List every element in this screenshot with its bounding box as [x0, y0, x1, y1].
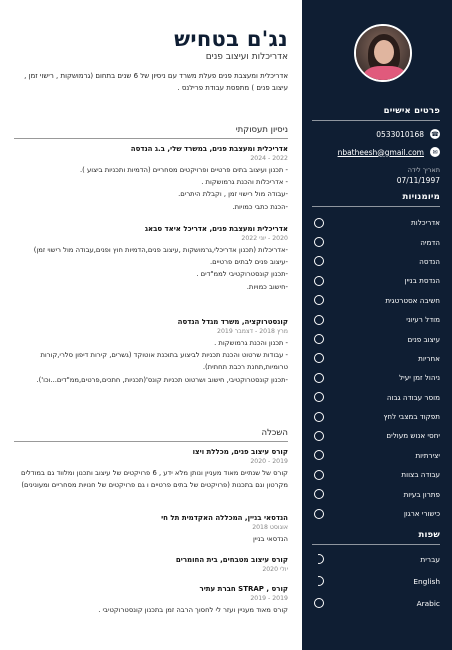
- profile-summary: אדריכלית ומעצבת פנים פעלת משרד עם ניסיון של 6 שנים בתחום (גרמושקות , רישוי זמן , עיצוב פנים ) מתפסת עבודת פרילנס .: [24, 72, 288, 92]
- entry-line: הנדסאי בניין: [252, 535, 288, 543]
- skill-item: [312, 484, 440, 503]
- entry-line: -עבודה מול רישוי זמן , וקבלת היתרים.: [178, 190, 288, 199]
- skill-circle-icon: [314, 218, 324, 228]
- skill-label: חשיבה אסטרטגית: [385, 295, 440, 305]
- skill-item: [312, 368, 440, 387]
- skill-item: [312, 213, 440, 232]
- person-name: נג'ם בטחיש: [174, 27, 288, 51]
- entry-dates: 2019 - 2020: [250, 458, 288, 465]
- entry-title: אדריכלית ומעצבת פנים, במשרד שלי, ב.ג הנדסה: [130, 145, 288, 153]
- skill-circle-icon: [314, 373, 324, 383]
- entry-title: הנדסאי בניין, המכללה האקדמית תל חי: [161, 514, 288, 522]
- entry-line: קורס מאוד מעניין ועזר לי לחסוך הרבה זמן בתכנון קונסטרוקטיבי .: [98, 606, 288, 614]
- skills-section: [312, 192, 440, 523]
- entry-dates: יולי 2020: [262, 566, 288, 573]
- entry-line: - תכנון והכנת גרמושקות .: [214, 339, 288, 347]
- language-level-icon: [314, 576, 324, 586]
- entry-body: [20, 467, 288, 491]
- skill-label: הדמיה: [420, 237, 440, 247]
- entry-body: [20, 533, 288, 545]
- skill-label: הנדסה: [419, 256, 440, 266]
- skill-label: מוסר עבודה גבוה: [386, 392, 440, 402]
- skill-item: [312, 426, 440, 445]
- skill-circle-icon: [314, 315, 324, 325]
- skill-label: עבודה בצוות: [401, 470, 440, 480]
- languages-section: [312, 530, 440, 613]
- entry-body: [20, 164, 288, 213]
- languages-heading: שפות: [312, 530, 440, 545]
- entry-dates: 2020 - יוני 2022: [241, 235, 288, 242]
- person-title: אדריכלות ועיצוב פנים: [205, 52, 288, 62]
- skill-item: [312, 465, 440, 484]
- sidebar: [302, 0, 452, 650]
- entry-line: -תכנון קונסטרוקטיבי, חישוב ושרטוט תכניות קונס'(תכניות, חתכים,פרטים,ממ"דים...וכו').: [36, 375, 288, 384]
- skill-label: כישורי ארגון: [403, 509, 440, 519]
- education-entry: [20, 448, 288, 491]
- language-level-icon: [314, 598, 324, 608]
- language-label: עברית: [420, 554, 440, 564]
- phone-row: [312, 129, 440, 139]
- education-entry: [20, 514, 288, 545]
- skill-item: [312, 407, 440, 426]
- personal-heading: פרטים אישיים: [312, 106, 440, 121]
- skill-item: [312, 349, 440, 368]
- personal-details: [312, 106, 440, 185]
- skill-item: [312, 504, 440, 523]
- skill-circle-icon: [314, 431, 324, 441]
- dob-value: 07/11/1997: [396, 176, 440, 185]
- entry-dates: מרץ 2018 - דצמבר 2019: [217, 328, 288, 335]
- skill-circle-icon: [314, 237, 324, 247]
- skill-label: עיצוב פנים: [407, 334, 440, 344]
- skill-label: תפקוד במצבי לחץ: [383, 412, 440, 422]
- skill-item: [312, 271, 440, 290]
- skill-item: [312, 388, 440, 407]
- experience-heading: ניסיון תעסוקתי: [14, 125, 288, 139]
- entry-title: אדריכלית ומעצבת פנים, אדריכל איאד סבאג: [144, 225, 288, 233]
- skills-list: [312, 213, 440, 523]
- skill-circle-icon: [314, 509, 324, 519]
- skill-item: [312, 446, 440, 465]
- skill-circle-icon: [314, 489, 324, 499]
- entry-line: -אדריכלות (תכנון אדריכלי,גרמושקות ,עיצוב פנים,הדמיות חוץ ופנים,עבודה מול רישוי זמן): [33, 246, 288, 254]
- avatar: [354, 24, 412, 82]
- language-item: [312, 571, 440, 591]
- entry-dates: 2022 - 2024: [250, 155, 288, 162]
- experience-entry: [20, 145, 288, 213]
- entry-body: [20, 604, 288, 616]
- skill-item: [312, 232, 440, 251]
- entry-body: [20, 337, 288, 386]
- skill-circle-icon: [314, 334, 324, 344]
- skill-label: אחריות: [418, 353, 440, 363]
- experience-entry: [20, 318, 288, 386]
- skill-circle-icon: [314, 412, 324, 422]
- skill-label: אדריכלות: [411, 218, 440, 228]
- experience-entry: [20, 225, 288, 293]
- skill-circle-icon: [314, 392, 324, 402]
- skill-item: [312, 310, 440, 329]
- education-heading: השכלה: [14, 428, 288, 442]
- skill-circle-icon: [314, 256, 324, 266]
- dob-label: תאריך לידה: [407, 166, 440, 174]
- email-row[interactable]: [312, 147, 440, 157]
- skill-item: [312, 329, 440, 348]
- skill-label: יצירתיות: [415, 450, 440, 460]
- skill-circle-icon: [314, 470, 324, 480]
- entry-title: קורס עיצוב פנים, מכללת ויצו: [192, 448, 288, 456]
- skill-item: [312, 291, 440, 310]
- language-item: [312, 549, 440, 569]
- phone-icon: ☎: [431, 130, 439, 138]
- skill-label: ניהול זמן יעיל: [399, 373, 440, 383]
- entry-line: קורס של שנתיים מאוד מעניין ונותן מלא ידע , 6 פרויקטים של עיצוב ותכנון ומלווד גם במודלים מקרטון וגם בתכנות (פרויקטים של בתים פרטיים ו גם פרויקטים של חנויות מסחריים ומעונינים): [20, 469, 288, 490]
- entry-title: קורס , STRAP חברת עתיר: [199, 585, 288, 593]
- entry-line: -הכנת כתבי כמויות.: [232, 202, 288, 211]
- entry-dates: אוגוסט 2018: [252, 524, 288, 531]
- email-icon: ✉: [430, 147, 440, 157]
- entry-line: - אדריכלות והכנת גרמושקות .: [201, 178, 288, 187]
- language-label: English: [413, 576, 440, 586]
- entry-line: - עבודות שרטוט והכנת תכניות לביצוע בתוכנת אוטוקד (גשרים, קירות דיפון סלרי,קורות טרומיות,תחנת רכבת תחתית).: [40, 351, 288, 372]
- skill-item: [312, 252, 440, 271]
- skill-circle-icon: [314, 295, 324, 305]
- entry-line: -חישוב כמויות.: [246, 282, 288, 291]
- language-level-icon: [314, 554, 324, 564]
- entry-line: - תכנון ועיצוב בתים פרטיים ופרויקטים מסחריים (הדמיות ותכניות ביצוע ).: [79, 166, 288, 174]
- skill-label: הנדסת בניין: [404, 276, 440, 286]
- languages-list: [312, 549, 440, 613]
- skill-circle-icon: [314, 276, 324, 286]
- entry-line: -עיצוב פנים לבתים פרטיים.: [209, 258, 288, 267]
- entry-line: -תכנון קונסטרוקטיבי לממ"דים .: [196, 270, 288, 279]
- skill-circle-icon: [314, 450, 324, 460]
- phone-value: 0533010168: [376, 129, 424, 139]
- skill-label: יחסי אנוש מעולים: [386, 431, 440, 441]
- skill-label: פתרון בעיות: [403, 489, 440, 499]
- skill-label: מודל רעיוני: [406, 315, 440, 325]
- education-entry: [20, 556, 288, 573]
- entry-title: קונסטרוקציה, משרד מגדל הנדסה: [177, 318, 288, 326]
- entry-title: קורס עיצוב מטבחים, בית החומרים: [175, 556, 288, 564]
- entry-body: [20, 244, 288, 293]
- entry-dates: 2019 - 2019: [250, 595, 288, 602]
- skills-heading: מיומנויות: [312, 192, 440, 207]
- language-item: [312, 593, 440, 613]
- skill-circle-icon: [314, 353, 324, 363]
- education-entry: [20, 585, 288, 616]
- email-link[interactable]: nbatheesh@gmail.com: [337, 147, 424, 157]
- language-label: Arabic: [416, 598, 440, 608]
